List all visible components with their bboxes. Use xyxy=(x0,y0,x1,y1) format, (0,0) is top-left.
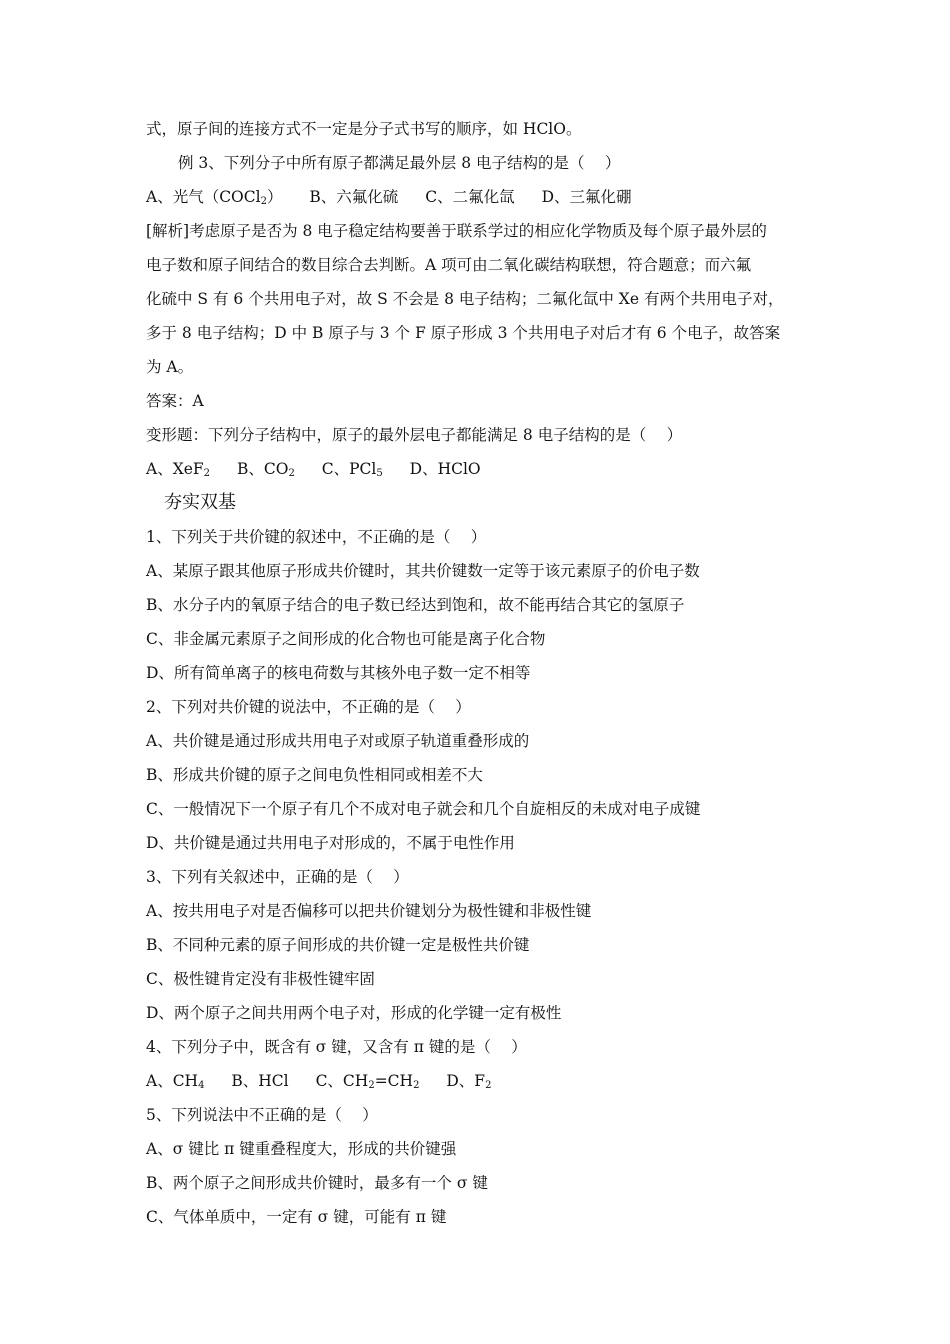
q4-option-d: D、$F_2$ xyxy=(446,1072,492,1091)
analysis-line: 为 A。 xyxy=(146,358,194,376)
example3-options xyxy=(146,180,816,214)
q1-stem: 1、下列关于共价键的叙述中，不正确的是（ ） xyxy=(146,528,487,546)
variant-option-c: C、PCl$_5$ xyxy=(321,460,383,479)
q3-option: B、不同种元素的原子间形成的共价键一定是极性共价键 xyxy=(146,936,530,954)
q1-option: C、非金属元素原子之间形成的化合物也可能是离子化合物 xyxy=(146,630,546,648)
q2-option: D、共价键是通过共用电子对形成的，不属于电性作用 xyxy=(146,834,515,852)
variant-option-b: B、$CO_2$ xyxy=(236,460,295,479)
variant-question: 变形题：下列分子结构中，原子的最外层电子都能满足 8 电子结构的是（ ） xyxy=(146,426,683,444)
example3-option-a: A、光气（COCl$_2$） xyxy=(146,188,283,207)
analysis-line: 多于 8 电子结构；D 中 B 原子与 3 个 F 原子形成 3 个共用电子对后才有 6 个电子，故答案 xyxy=(146,324,781,342)
q1-option: B、水分子内的氧原子结合的电子数已经达到饱和，故不能再结合其它的氢原子 xyxy=(146,596,685,614)
q5-option: B、两个原子之间形成共价键时，最多有一个 σ 键 xyxy=(146,1174,488,1192)
q4-option-a: A、$CH_4$ xyxy=(146,1072,205,1091)
q4-options xyxy=(146,1064,816,1098)
variant-option-a: A、XeF$_2$ xyxy=(146,460,211,479)
q5-option: A、σ 键比 π 键重叠程度大，形成的共价键强 xyxy=(146,1140,457,1158)
q2-option: B、形成共价键的原子之间电负性相同或相差不大 xyxy=(146,766,483,784)
example3-option-c: C、二氟化氙 xyxy=(425,188,515,206)
intro-line: 式，原子间的连接方式不一定是分子式书写的顺序，如 HClO。 xyxy=(146,120,582,138)
q3-option: A、按共用电子对是否偏移可以把共价键划分为极性键和非极性键 xyxy=(146,902,592,920)
example3-option-d: D、三氟化硼 xyxy=(541,188,632,206)
q2-option: C、一般情况下一个原子有几个不成对电子就会和几个自旋相反的未成对电子成键 xyxy=(146,800,701,818)
q4-option-c: C、$CH_2=CH_2$ xyxy=(315,1072,420,1091)
q3-option: C、极性键肯定没有非极性键牢固 xyxy=(146,970,375,988)
analysis-line: [解析]考虑原子是否为 8 电子稳定结构要善于联系学过的相应化学物质及每个原子最外层的 xyxy=(146,222,767,240)
variant-options xyxy=(146,452,816,486)
analysis-line: 化硫中 S 有 6 个共用电子对，故 S 不会是 8 电子结构；二氟化氙中 Xe 有两个共用电子对， xyxy=(146,290,784,308)
variant-option-d: D、HClO xyxy=(409,460,481,478)
q4-stem: 4、下列分子中，既含有 σ 键，又含有 π 键的是（ ） xyxy=(146,1038,527,1056)
q2-option: A、共价键是通过形成共用电子对或原子轨道重叠形成的 xyxy=(146,732,530,750)
q3-option: D、两个原子之间共用两个电子对，形成的化学键一定有极性 xyxy=(146,1004,562,1022)
analysis-line: 电子数和原子间结合的数目综合去判断。A 项可由二氧化碳结构联想，符合题意；而六氟 xyxy=(146,256,752,274)
section-title: 夯实双基 xyxy=(164,492,236,513)
q3-stem: 3、下列有关叙述中，正确的是（ ） xyxy=(146,868,409,886)
q5-option: C、气体单质中，一定有 σ 键，可能有 π 键 xyxy=(146,1208,447,1226)
example3-answer: 答案：A xyxy=(146,392,204,410)
q5-stem: 5、下列说法中不正确的是（ ） xyxy=(146,1106,378,1124)
document-page xyxy=(146,112,816,1234)
q2-stem: 2、下列对共价键的说法中，不正确的是（ ） xyxy=(146,698,471,716)
example3-question: 例 3、下列分子中所有原子都满足最外层 8 电子结构的是（ ） xyxy=(178,154,621,172)
example3-option-b: B、六氟化硫 xyxy=(309,188,399,206)
q4-option-b: B、HCl xyxy=(231,1072,289,1090)
q1-option: D、所有简单离子的核电荷数与其核外电子数一定不相等 xyxy=(146,664,531,682)
q1-option: A、某原子跟其他原子形成共价键时，其共价键数一定等于该元素原子的价电子数 xyxy=(146,562,700,580)
